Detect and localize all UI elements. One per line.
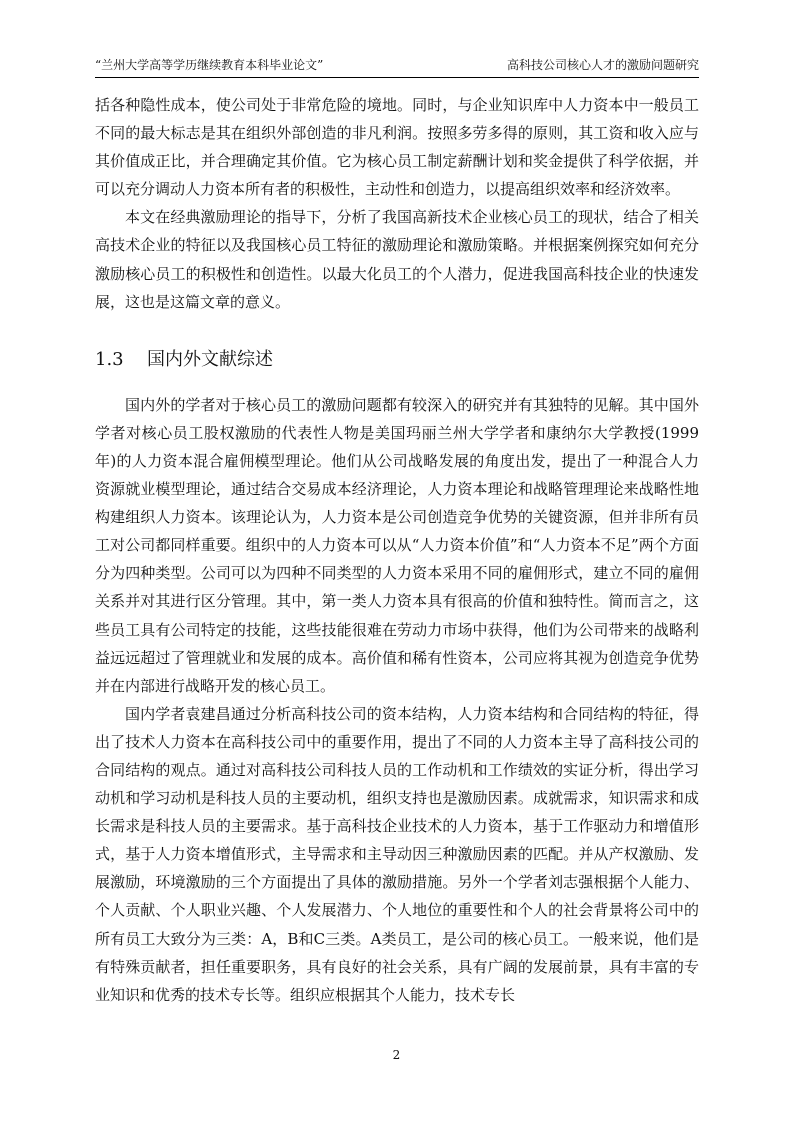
paragraph-foreign-literature: 国内外的学者对于核心员工的激励问题都有较深入的研究并有其独特的见解。其中国外学者对核心员工股权激励的代表性人物是美国玛丽兰州大学学者和康纳尔大学教授(1999年)的人力资本混合雇佣模型理论。他们从公司战略发展的角度出发，提出了一种混合人力资源就业模型理论，通过结合交易成本经济理论，人力资本理论和战略管理理论来战略性地构建组织人力资本。该理论认为，人力资本是公司创造竞争优势的关键资源，但并非所有员工对公司都同样重要。组织中的人力资本可以从“人力资本价值”和“人力资本不足”两个方面分为四种类型。公司可以为四种不同类型的人力资本采用不同的雇佣形式，建立不同的雇佣关系并对其进行区分管理。其中，第一类人力资本具有很高的价值和独特性。简而言之，这些员工具有公司特定的技能，这些技能很难在劳动力市场中获得，他们为公司带来的战略利益远远超过了管理就业和发展的成本。高价值和稀有性资本，公司应将其视为创造竞争优势并在内部进行战略开发的核心员工。 [95, 395, 699, 695]
page-header [95, 55, 699, 78]
page-body [95, 91, 699, 1009]
header-thesis-label: “兰州大学高等学历继续教育本科毕业论文” [95, 58, 324, 72]
section-title: 国内外文献综述 [147, 348, 273, 370]
header-paper-title: 高科技公司核心人才的激励问题研究 [506, 58, 699, 72]
paragraph-continued: 括各种隐性成本，使公司处于非常危险的境地。同时，与企业知识库中人力资本中一般员工不同的最大标志是其在组织外部创造的非凡利润。按照多劳多得的原则，其工资和收入应与其价值成正比，并合理确定其价值。它为核心员工制定薪酬计划和奖金提供了科学依据，并可以充分调动人力资本所有者的积极性，主动性和创造力，以提高组织效率和经济效率。 [95, 96, 699, 199]
paragraph-significance: 本文在经典激励理论的指导下，分析了我国高新技术企业核心员工的现状，结合了相关高技术企业的特征以及我国核心员工特征的激励理论和激励策略。并根据案例探究如何充分激励核心员工的积极性和创造性。以最大化员工的个人潜力，促进我国高科技企业的快速发展，这也是这篇文章的意义。 [95, 208, 699, 311]
page-number: 2 [392, 1048, 401, 1062]
section-number: 1.3 [95, 348, 124, 370]
section-heading [95, 342, 699, 378]
paragraph-domestic-literature: 国内学者袁建昌通过分析高科技公司的资本结构，人力资本结构和合同结构的特征，得出了技术人力资本在高科技公司中的重要作用，提出了不同的人力资本主导了高科技公司的合同结构的观点。通过对高科技公司科技人员的工作动机和工作绩效的实证分析，得出学习动机和学习动机是科技人员的主要动机，组织支持也是激励因素。成就需求，知识需求和成长需求是科技人员的主要需求。基于高科技企业技术的人力资本，基于工作驱动力和增值形式，基于人力资本增值形式，主导需求和主导动因三种激励因素的匹配。并从产权激励、发展激励，环境激励的三个方面提出了具体的激励措施。另外一个学者刘志强根据个人能力、个人贡献、个人职业兴趣、个人发展潜力、个人地位的重要性和个人的社会背景将公司中的所有员工大致分为三类：A，B和C三类。A类员工，是公司的核心员工。一般来说，他们是有特殊贡献者，担任重要职务，具有良好的社会关系，具有广阔的发展前景，具有丰富的专业知识和优秀的技术专长等。组织应根据其个人能力，技术专长 [95, 704, 699, 1004]
